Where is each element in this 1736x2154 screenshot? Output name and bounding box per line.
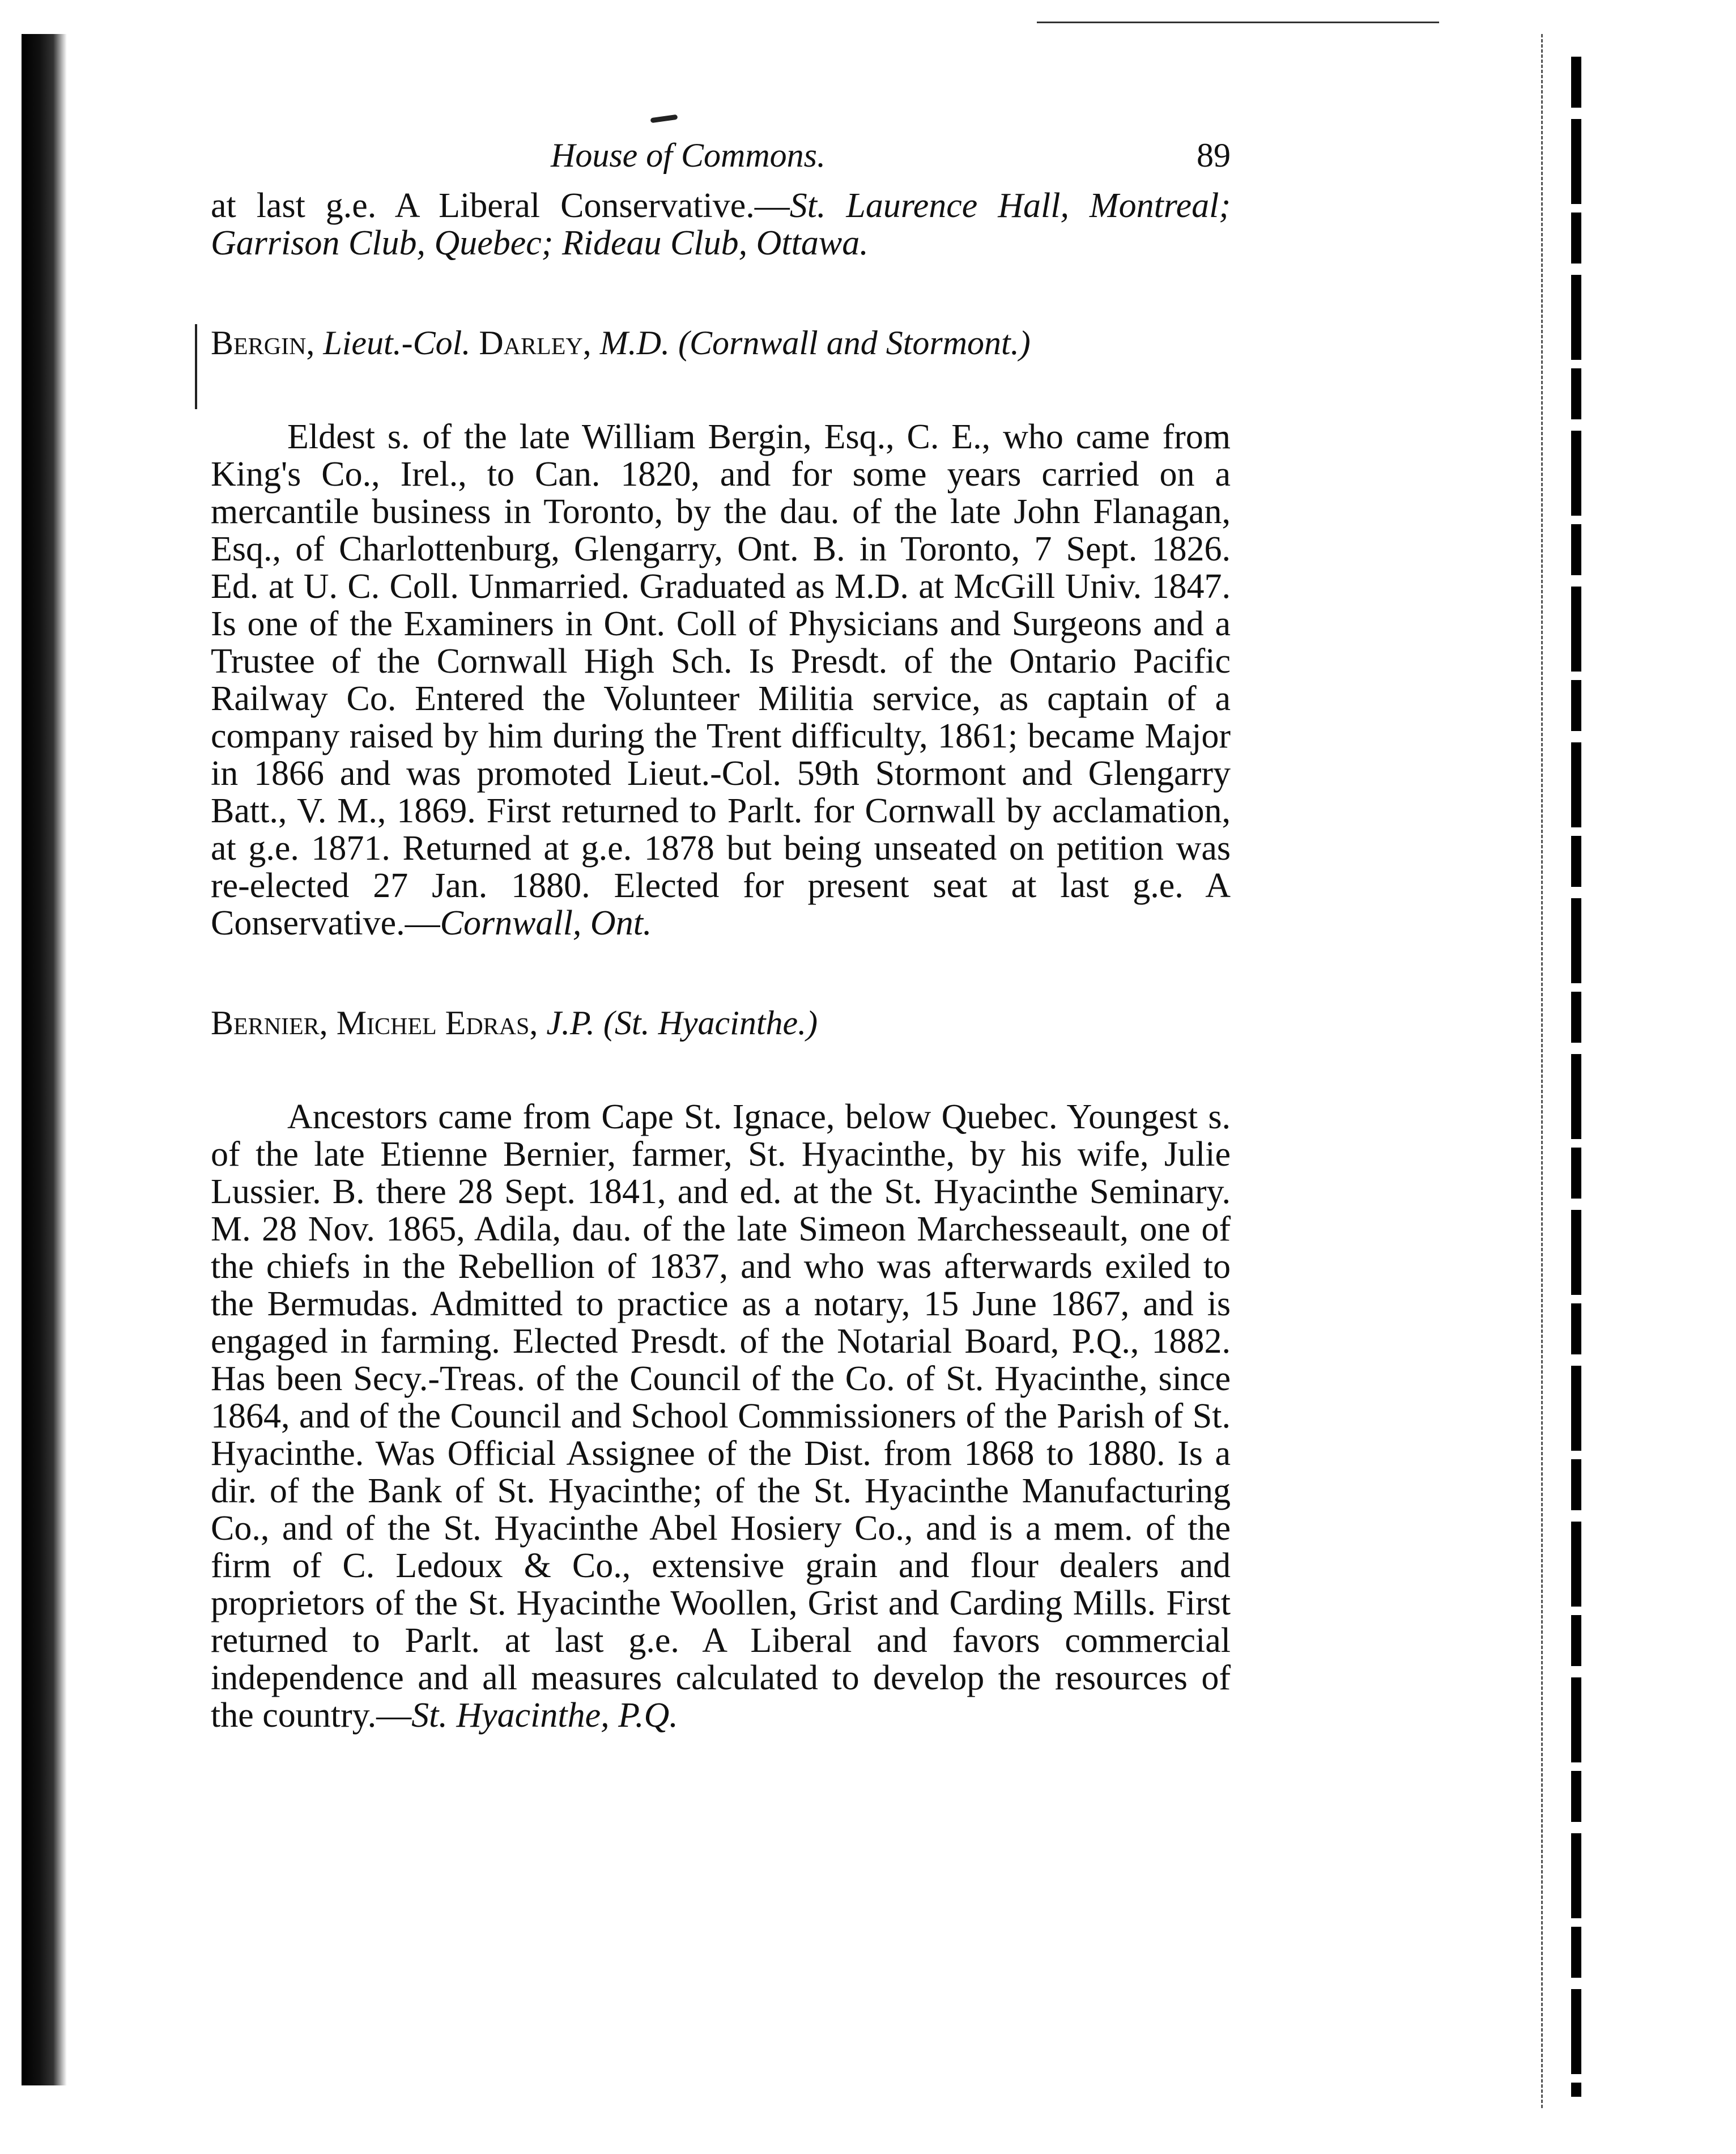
- scan-shadow-left: [22, 34, 67, 2085]
- continuation-paragraph: [211, 187, 1231, 262]
- page-number: 89: [1197, 137, 1231, 174]
- running-head: [211, 136, 1231, 187]
- entry-suffix: J.P.: [546, 1004, 595, 1042]
- entry-body-text: Ancestors came from Cape St. Ignace, below Quebec. Youngest s. of the late Etienne Bernier, farmer, St. Hyacinthe, by his wife, Julie Lussier. B. there 28 Sept. 1841, and ed. at the St. Hyacinthe Seminary. M. 28 Nov. 1865, Adila, dau. of the late Simeon Marchesseault, one of the chiefs in the Rebellion of 1837, and who was afterwards exiled to the Bermudas. Admitted to practice as a notary, 15 June 1867, and is engaged in farming. Elected Presdt. of the Notarial Board, P.Q., 1882. Has been Secy.-Treas. of the Council of the Co. of St. Hyacinthe, since 1864, and of the Council and School Commissioners of the Parish of St. Hyacinthe. Was Official Assignee of the Dist. from 1868 to 1880. Is a dir. of the Bank of St. Hyacinthe; of the St. Hyacinthe Manufacturing Co., and of the St. Hyacinthe Abel Hosiery Co., and is a mem. of the firm of C. Ledoux & Co., extensive grain and flour dealers and proprietors of the St. Hyacinthe Woollen, Grist and Carding Mills. First returned to Parlt. at last g.e. A Liberal and favors commercial independence and all measures calculated to develop the resources of the country.—: [211, 1098, 1231, 1735]
- entry-body: [211, 1098, 1231, 1734]
- continuation-lead: at last g.e. A Liberal Conservative.—: [211, 186, 790, 225]
- entry-surname: Bernier,: [211, 1004, 328, 1042]
- scan-edge-bar: [1571, 57, 1581, 2097]
- top-rule: [1037, 22, 1439, 23]
- entry-heading: [211, 1004, 1231, 1042]
- scan-edge-right: [1541, 34, 1594, 2108]
- entry-given-names: Michel Edras,: [336, 1004, 538, 1042]
- continuation-clubs: St. Laurence Hall, Montreal; Garrison Club, Quebec; Rideau Club, Ottawa.: [211, 186, 1231, 262]
- margin-bracket: [195, 324, 197, 409]
- page: [211, 136, 1231, 1734]
- print-mark: [650, 114, 678, 124]
- entry-constituency: (Cornwall and Stormont.): [678, 324, 1031, 362]
- entry-given-names: Darley,: [479, 324, 592, 362]
- entry-surname: Bergin,: [211, 324, 315, 362]
- entry-bernier: [211, 1004, 1231, 1734]
- entry-bergin: [211, 324, 1231, 942]
- entry-suffix: M.D.: [599, 324, 670, 362]
- running-head-title: House of Commons.: [551, 137, 826, 174]
- entry-address: Cornwall, Ont.: [440, 904, 652, 942]
- entry-body-text: Eldest s. of the late William Bergin, Esq., C. E., who came from King's Co., Irel., to Can. 1820, and for some years carried on a mercantile business in Toronto, by the dau. of the late John Flanagan, Esq., of Charlottenburg, Glengarry, Ont. B. in Toronto, 7 Sept. 1826. Ed. at U. C. Coll. Unmarried. Graduated as M.D. at McGill Univ. 1847. Is one of the Examiners in Ont. Coll of Physicians and Surgeons and a Trustee of the Cornwall High Sch. Is Presdt. of the Ontario Pacific Railway Co. Entered the Volunteer Militia service, as captain of a company raised by him during the Trent difficulty, 1861; became Major in 1866 and was promoted Lieut.-Col. 59th Stormont and Glengarry Batt., V. M., 1869. First returned to Parlt. for Cornwall by acclamation, at g.e. 1871. Returned at g.e. 1878 but being unseated on petition was re-elected 27 Jan. 1880. Elected for present seat at last g.e. A Conservative.—: [211, 418, 1231, 942]
- entry-address: St. Hyacinthe, P.Q.: [411, 1696, 678, 1735]
- entry-constituency: (St. Hyacinthe.): [603, 1004, 818, 1042]
- entry-rank: Lieut.-Col.: [323, 324, 471, 362]
- entry-body: [211, 418, 1231, 942]
- entry-heading: [211, 324, 1231, 362]
